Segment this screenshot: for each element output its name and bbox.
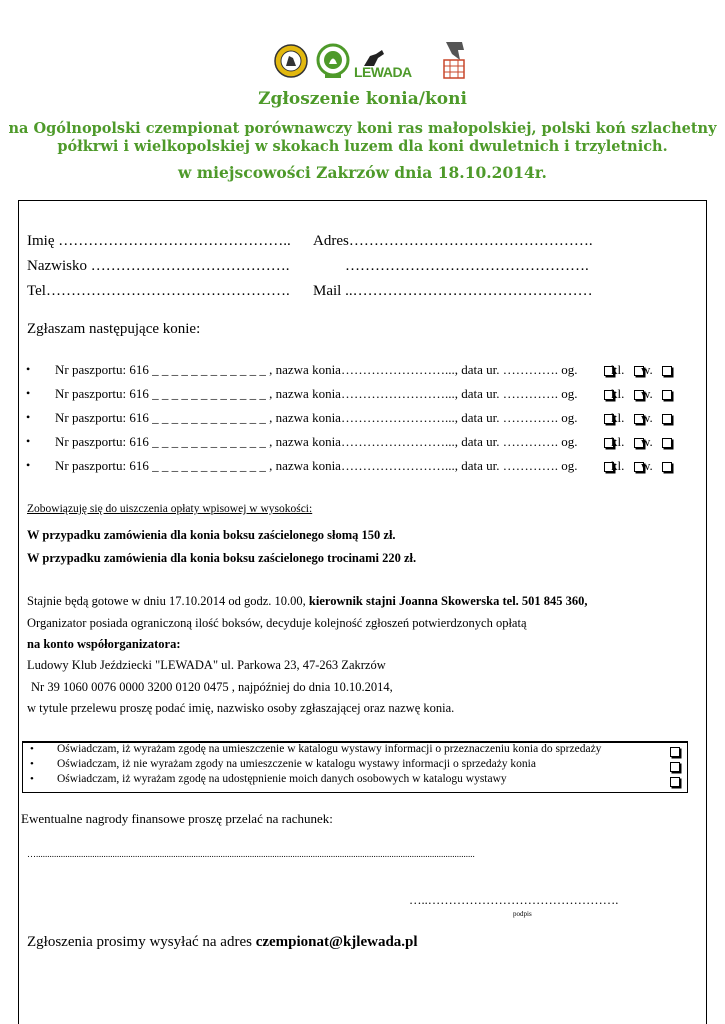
prizes-label: Ewentualne nagrody finansowe proszę przelać na rachunek: bbox=[21, 811, 333, 826]
horse-row-text[interactable]: Nr paszportu: 616 _ _ _ _ _ _ _ _ _ _ _ _ , nazwa konia……………………..., data ur. …………. og. bbox=[55, 362, 578, 377]
club-address: Ludowy Klub Jeździecki "LEWADA" ul. Parkowa 23, 47-263 Zakrzów bbox=[27, 658, 386, 672]
kl-label: kl. bbox=[611, 410, 625, 425]
stables-info bbox=[27, 594, 588, 609]
declaration-item bbox=[30, 773, 682, 789]
horse-row-text[interactable]: Nr paszportu: 616 _ _ _ _ _ _ _ _ _ _ _ _ , nazwa konia……………………..., data ur. …………. og. bbox=[55, 434, 578, 449]
contact-email[interactable]: czempionat@kjlewada.pl bbox=[255, 934, 418, 950]
w-label: w. bbox=[641, 410, 653, 425]
footer-note bbox=[27, 934, 418, 951]
club-badge-2 bbox=[316, 43, 350, 79]
date-line: w miejscowości Zakrzów dnia 18.10.2014r. bbox=[178, 163, 547, 182]
bullet-icon: • bbox=[26, 434, 31, 448]
club-badge-1 bbox=[274, 44, 308, 78]
limited-boxes-note: Organizator posiada ograniczoną ilość boksów, decyduje kolejność zgłoszeń potwierdzonych opłatą bbox=[27, 616, 527, 630]
w-label: w. bbox=[641, 458, 653, 473]
logo-strip bbox=[258, 38, 474, 86]
w-checkbox[interactable] bbox=[662, 390, 672, 400]
bullet-icon: • bbox=[26, 386, 31, 400]
nazwisko-field[interactable]: Nazwisko …………………………………. bbox=[27, 258, 290, 274]
account-label: na konto współorganizatora: bbox=[27, 637, 181, 651]
adres-field-line-2[interactable]: …………………………………………. bbox=[345, 258, 589, 274]
zakrzow-crest bbox=[438, 40, 468, 82]
w-checkbox[interactable] bbox=[662, 462, 672, 472]
w-label: w. bbox=[641, 386, 653, 401]
bullet-icon: • bbox=[26, 362, 31, 376]
w-checkbox[interactable] bbox=[662, 414, 672, 424]
horses-intro: Zgłaszam następujące konie: bbox=[27, 321, 201, 337]
mail-field[interactable]: Mail ..………………………………………… bbox=[313, 283, 593, 299]
kl-label: kl. bbox=[611, 434, 625, 449]
subtitle-line-1: na Ogólnopolski czempionat porównawczy koni ras małopolskiej, polski koń szlachetny bbox=[8, 120, 717, 137]
horse-row-text[interactable]: Nr paszportu: 616 _ _ _ _ _ _ _ _ _ _ _ _ , nazwa konia……………………..., data ur. …………. og. bbox=[55, 386, 578, 401]
w-label: w. bbox=[641, 362, 653, 377]
declaration-text: Oświadczam, iż wyrażam zgodę na udostępnienie moich danych osobowych w katalogu wystawy bbox=[57, 773, 507, 785]
list-item bbox=[26, 456, 696, 476]
adres-field[interactable]: Adres…………………………………………. bbox=[313, 233, 593, 249]
bullet-icon: • bbox=[30, 743, 34, 755]
imie-field[interactable]: Imię ……………………………………….. bbox=[27, 233, 291, 249]
horse-row-text[interactable]: Nr paszportu: 616 _ _ _ _ _ _ _ _ _ _ _ _ , nazwa konia……………………..., data ur. …………. og. bbox=[55, 458, 578, 473]
lewada-wordmark: LEWADA bbox=[354, 64, 412, 80]
kl-label: kl. bbox=[611, 362, 625, 377]
prizes-account-line[interactable]: …................................................................................................................................................................................................... bbox=[27, 849, 475, 859]
list-item bbox=[26, 408, 696, 428]
w-label: w. bbox=[641, 434, 653, 449]
fee-obligation: Zobowiązuję się do uiszczenia opłaty wpisowej w wysokości: bbox=[27, 503, 313, 515]
stables-manager: kierownik stajni Joanna Skowerska tel. 501 845 360, bbox=[308, 594, 588, 608]
declaration-checkbox[interactable] bbox=[670, 747, 680, 757]
horse-list bbox=[26, 360, 696, 480]
stables-date: Stajnie będą gotowe w dniu 17.10.2014 od godz. 10.00, bbox=[27, 594, 309, 608]
fee-straw: W przypadku zamówienia dla konia boksu zaścielonego słomą 150 zł. bbox=[27, 528, 396, 542]
transfer-note: w tytule przelewu proszę podać imię, nazwisko osoby zgłaszającej oraz nazwę konia. bbox=[27, 701, 455, 715]
bullet-icon: • bbox=[26, 458, 31, 472]
account-number: Nr 39 1060 0076 0000 3200 0120 0475 , najpóźniej do dnia 10.10.2014, bbox=[31, 680, 393, 694]
subtitle-line-2: półkrwi i wielkopolskiej w skokach luzem dla koni dwuletnich i trzyletnich. bbox=[57, 138, 668, 155]
tel-field[interactable]: Tel…………………………………………. bbox=[27, 283, 290, 299]
signature-label: podpis bbox=[513, 910, 532, 918]
declaration-checkbox[interactable] bbox=[670, 762, 680, 772]
kl-label: kl. bbox=[611, 458, 625, 473]
bullet-icon: • bbox=[30, 773, 34, 785]
signature-line[interactable]: …..………………………………………. bbox=[409, 893, 619, 907]
bullet-icon: • bbox=[30, 758, 34, 770]
lewada-logo bbox=[354, 48, 430, 80]
declaration-text: Oświadczam, iż nie wyrażam zgody na umieszczenie w katalogu wystawy informacji o sprzedaży konia bbox=[57, 758, 536, 770]
footer-text: Zgłoszenia prosimy wysyłać na adres bbox=[27, 934, 256, 950]
bullet-icon: • bbox=[26, 410, 31, 424]
list-item bbox=[26, 360, 696, 380]
page-title: Zgłoszenie konia/koni bbox=[258, 89, 467, 109]
horse-row-text[interactable]: Nr paszportu: 616 _ _ _ _ _ _ _ _ _ _ _ _ , nazwa konia……………………..., data ur. …………. og. bbox=[55, 410, 578, 425]
w-checkbox[interactable] bbox=[662, 366, 672, 376]
kl-label: kl. bbox=[611, 386, 625, 401]
declaration-item bbox=[30, 743, 682, 759]
declaration-item bbox=[30, 758, 682, 774]
w-checkbox[interactable] bbox=[662, 438, 672, 448]
fee-sawdust: W przypadku zamówienia dla konia boksu zaścielonego trocinami 220 zł. bbox=[27, 551, 417, 565]
list-item bbox=[26, 432, 696, 452]
declaration-text: Oświadczam, iż wyrażam zgodę na umieszczenie w katalogu wystawy informacji o przeznaczeniu konia do sprzedaży bbox=[57, 743, 602, 755]
declaration-checkbox[interactable] bbox=[670, 777, 680, 787]
list-item bbox=[26, 384, 696, 404]
